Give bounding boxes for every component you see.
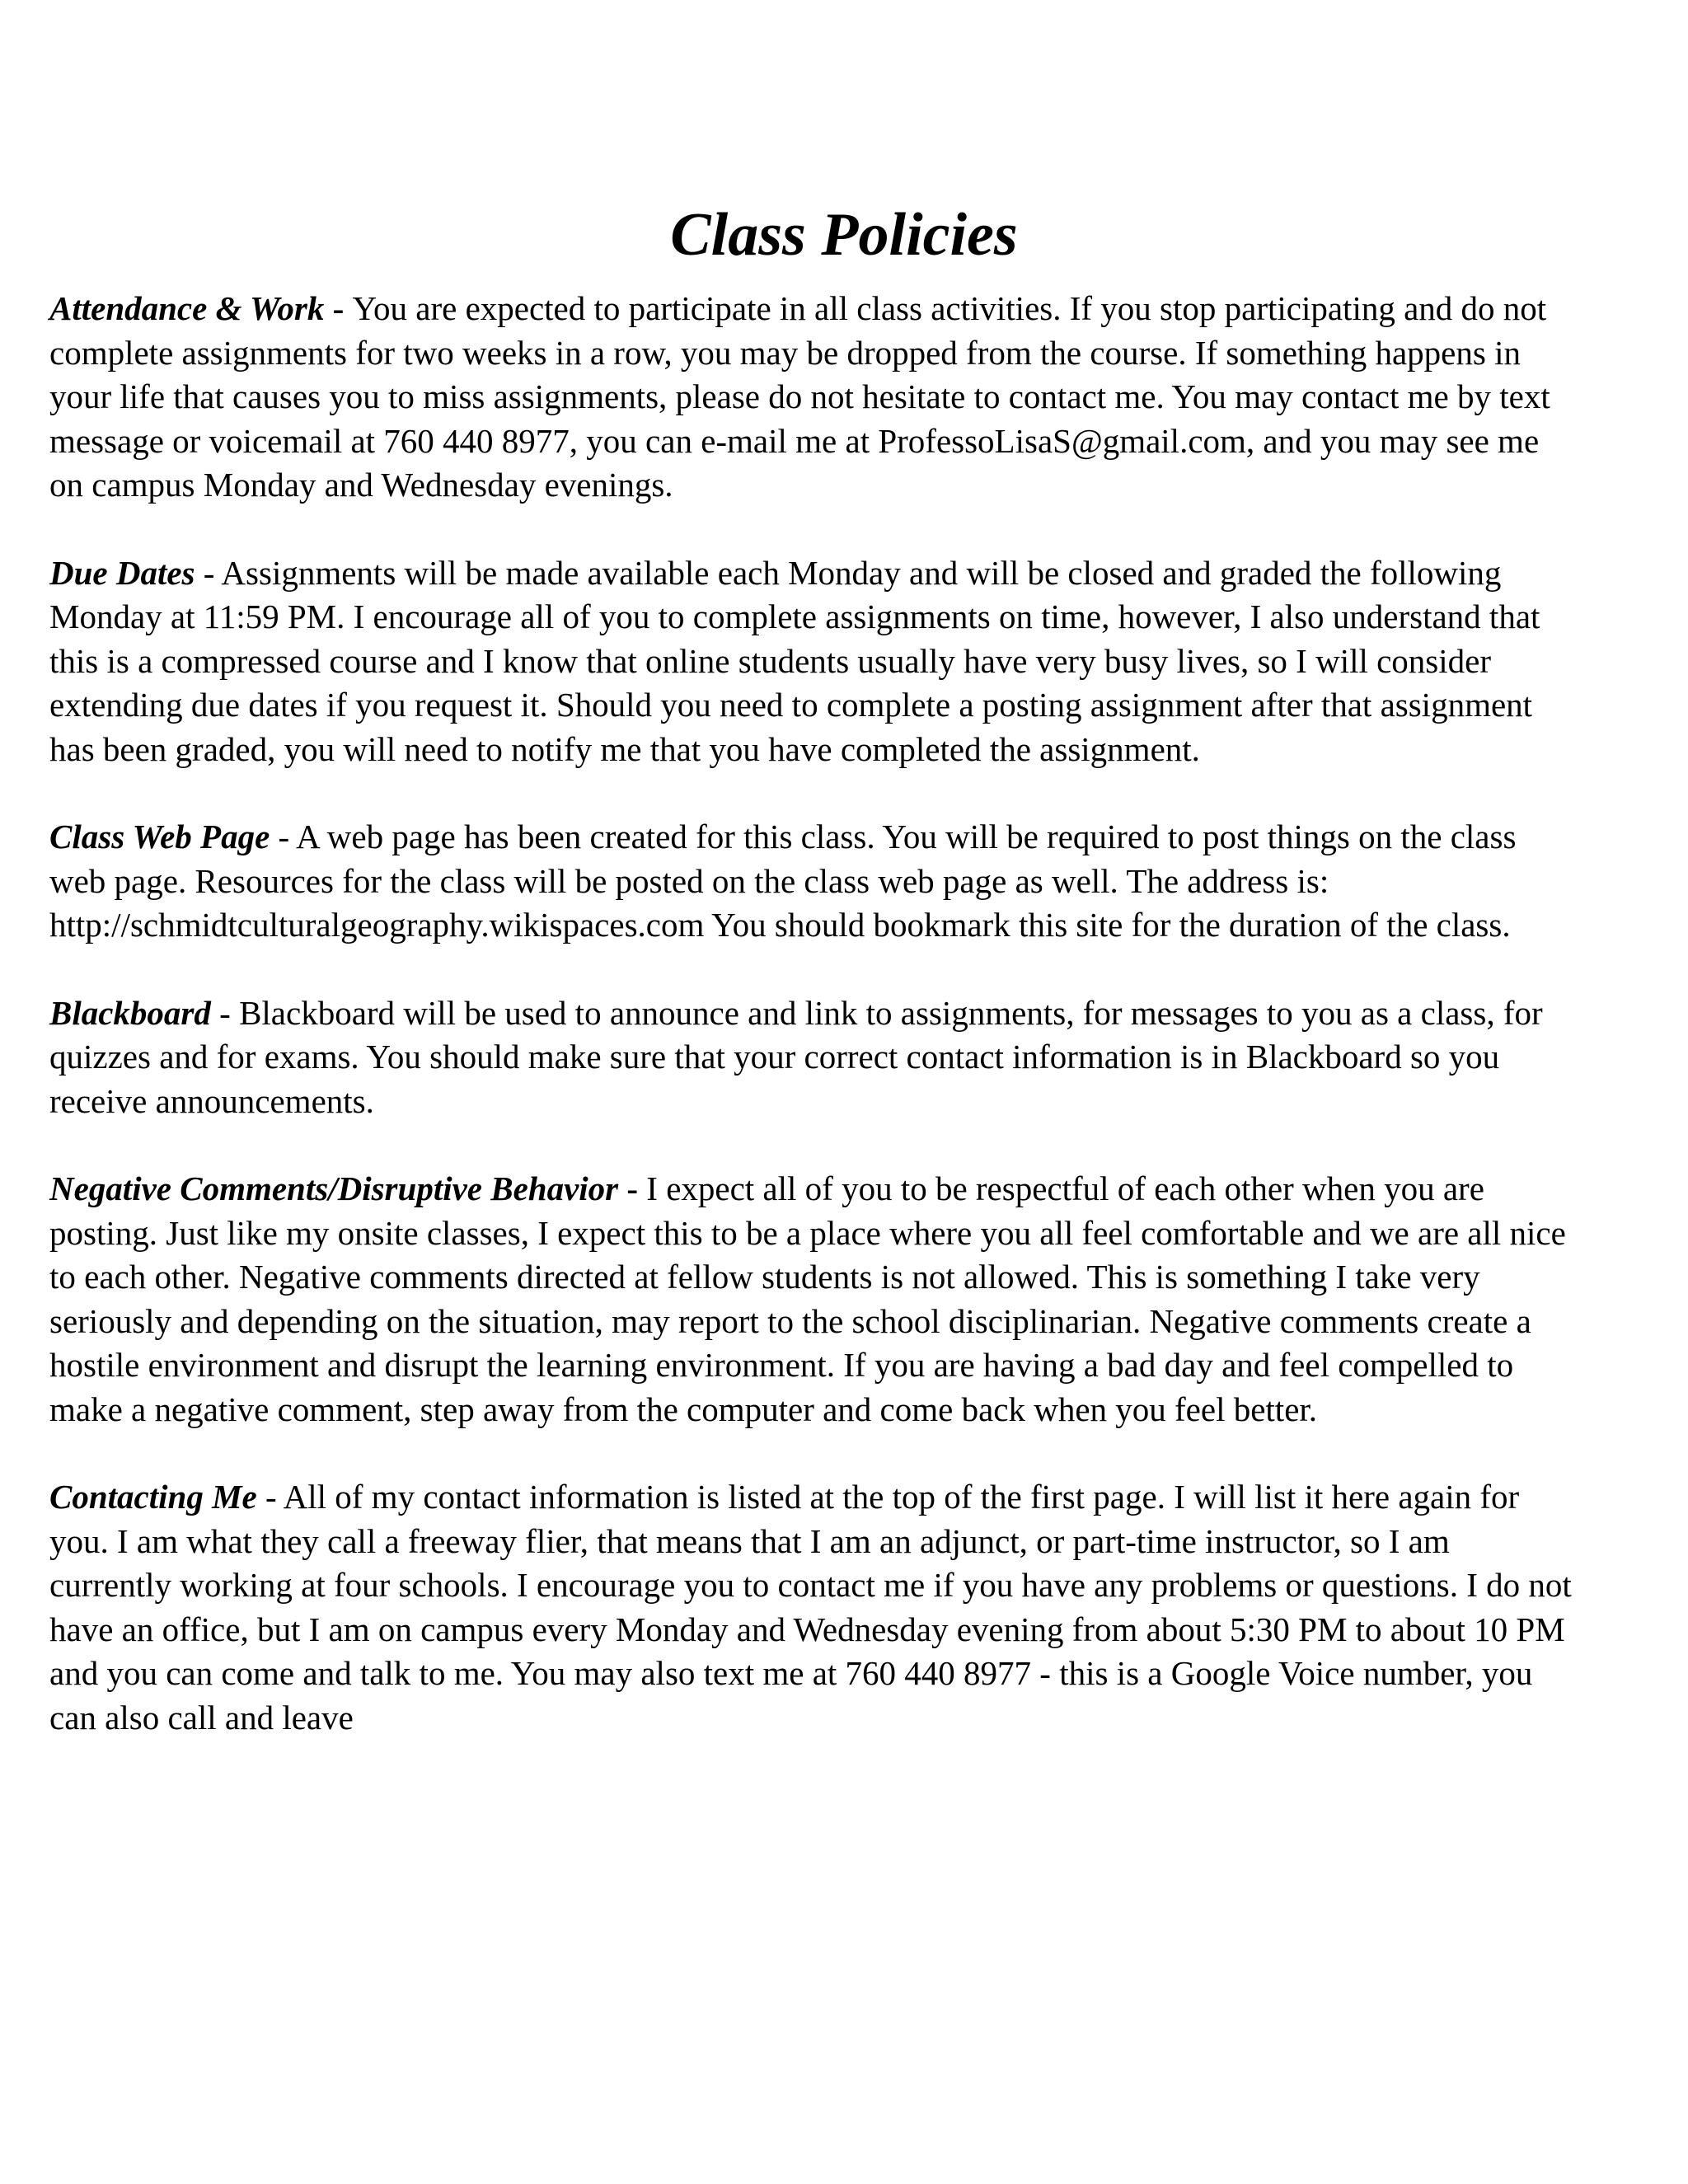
- section-body: Assignments will be made available each Monday and will be closed and graded the following Monday at 11:59 PM. I encourage all of you to complete assignments on time, however, I also understand that this is a compressed course and I know that online students usually have very busy lives, so I will consider extending due dates if you request it. Should you need to complete a posting assignment after that assignment has been graded, you will need to notify me that you have completed the assignment.: [49, 553, 1540, 768]
- section-separator: -: [256, 1478, 284, 1516]
- section-separator: -: [618, 1169, 647, 1207]
- section-class-web-page: [49, 815, 1573, 948]
- section-negative-comments: [49, 1167, 1573, 1432]
- section-body: I expect all of you to be respectful of each other when you are posting. Just like my onsite classes, I expect this to be a place where you all feel comfortable and we are all nice to each other. Negative comments directed at fellow students is not allowed. This is something I take very seriously and depending on the situation, may report to the school disciplinarian. Negative comments create a hostile environment and disrupt the learning environment. If you are having a bad day and feel compelled to make a negative comment, step away from the computer and come back when you feel better.: [49, 1169, 1566, 1428]
- section-separator: -: [195, 553, 222, 592]
- section-heading: Attendance & Work: [49, 289, 325, 327]
- page-title: Class Policies: [670, 201, 1018, 269]
- section-body: All of my contact information is listed at the top of the first page. I will list it here again for you. I am what they call a freeway flier, that means that I am an adjunct, or part-time instructor, so I am currently working at four schools. I encourage you to contact me if you have any problems or questions. I do not have an office, but I am on campus every Monday and Wednesday evening from about 5:30 PM to about 10 PM and you can come and talk to me. You may also text me at 760 440 8977 - this is a Google Voice number, you can also call and leave: [49, 1478, 1572, 1736]
- section-attendance-work: [49, 287, 1573, 508]
- section-heading: Due Dates: [49, 553, 195, 592]
- section-separator: -: [270, 818, 297, 855]
- section-blackboard: [49, 991, 1573, 1124]
- section-heading: Class Web Page: [49, 818, 270, 855]
- section-body: Blackboard will be used to announce and link to assignments, for messages to you as a class, for quizzes and for exams. You should make sure that your correct contact information is in Blackboard so you receive announcements.: [49, 993, 1543, 1120]
- section-separator: -: [210, 993, 240, 1032]
- section-body: You are expected to participate in all class activities. If you stop participating and do not complete assignments for two weeks in a row, you may be dropped from the course. If something happens in your life that causes you to miss assignments, please do not hesitate to contact me. You may contact me by text message or voicemail at 760 440 8977, you can e-mail me at ProfessoLisaS@gmail.com, and you may see me on campus Monday and Wednesday evenings.: [49, 289, 1550, 504]
- section-due-dates: [49, 551, 1573, 772]
- section-body: A web page has been created for this class. You will be required to post things on the class web page. Resources for the class will be posted on the class web page as well. The address is: http://schmidtculturalgeography.wikispaces.com You should bookmark this site for the duration of the class.: [49, 818, 1517, 944]
- section-heading: Contacting Me: [49, 1478, 257, 1516]
- section-separator: -: [324, 289, 353, 327]
- section-heading: Blackboard: [49, 993, 211, 1032]
- section-contacting-me: [49, 1475, 1573, 1740]
- section-heading: Negative Comments/Disruptive Behavior: [49, 1169, 619, 1207]
